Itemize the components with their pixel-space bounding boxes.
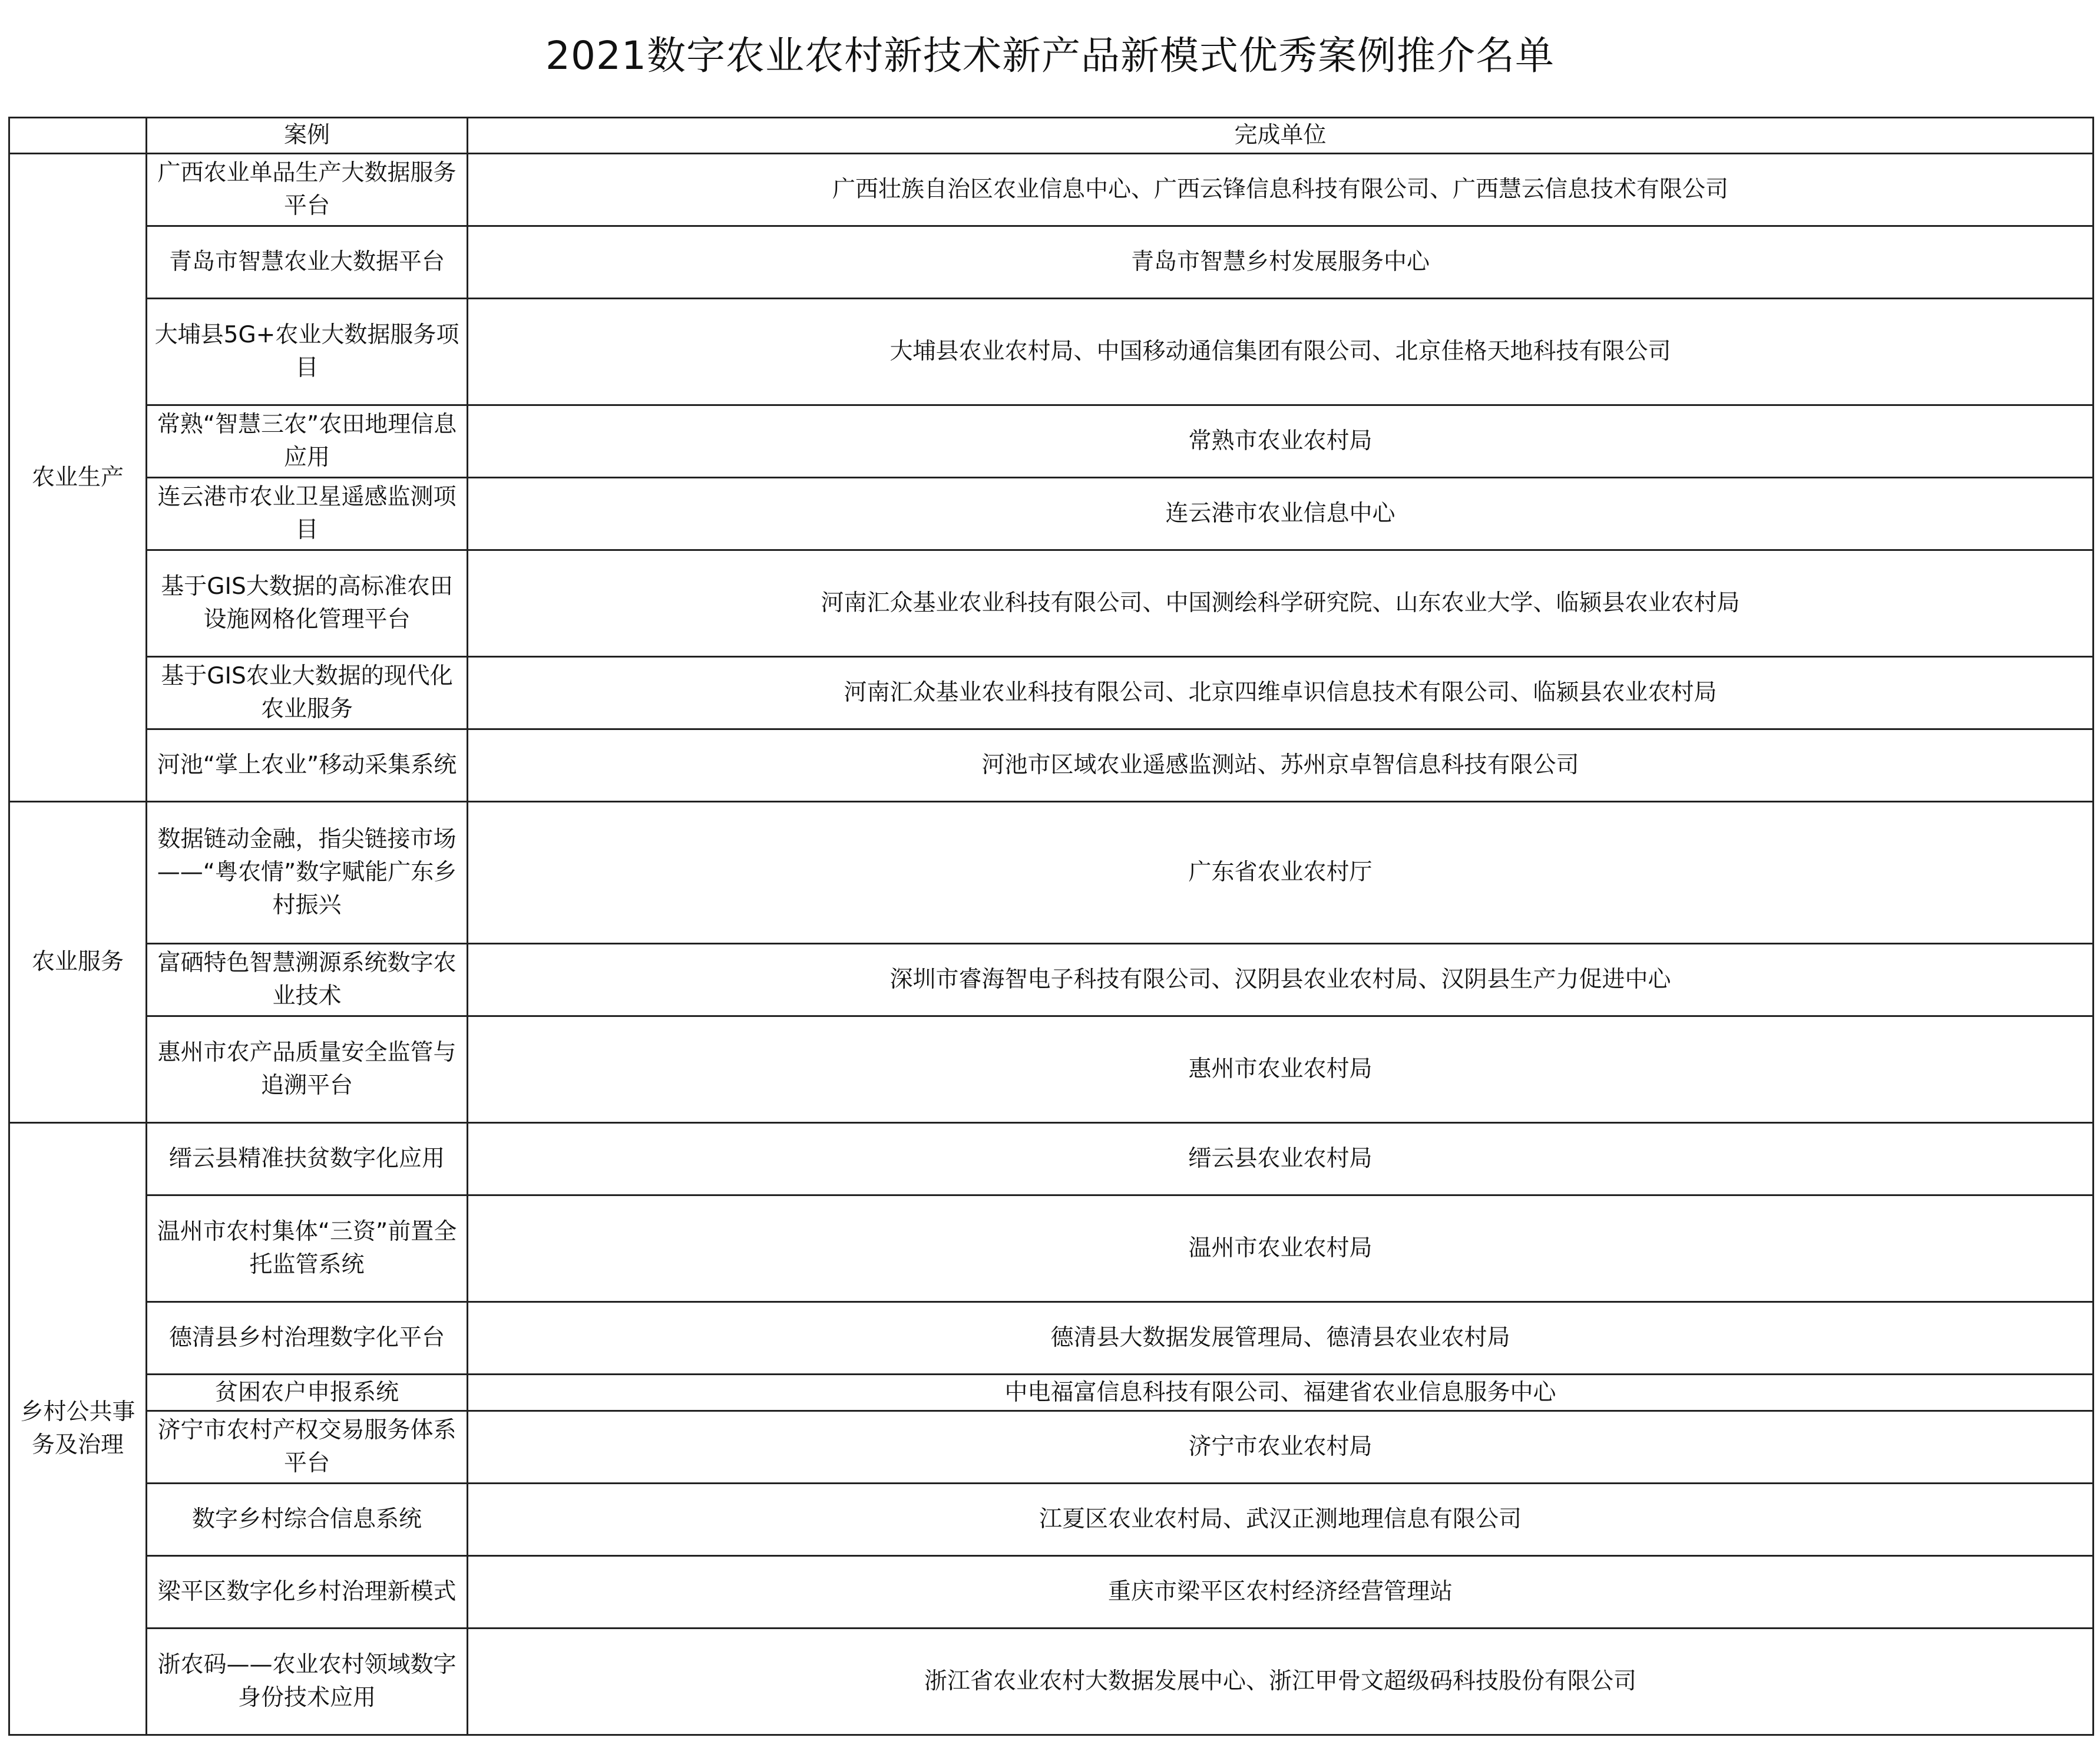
case-cell: 广西农业单品生产大数据服务平台 [147,154,468,226]
case-cell: 温州市农村集体“三资”前置全托监管系统 [147,1195,468,1302]
table-row [9,729,2094,802]
unit-cell: 缙云县农业农村局 [468,1123,2094,1195]
unit-cell: 重庆市梁平区农村经济经营管理站 [468,1556,2094,1629]
case-cell: 河池“掌上农业”移动采集系统 [147,729,468,802]
category-cell: 乡村公共事务及治理 [9,1123,147,1735]
unit-cell: 深圳市睿海智电子科技有限公司、汉阴县农业农村局、汉阴县生产力促进中心 [468,944,2094,1016]
case-cell: 大埔县5G+农业大数据服务项目 [147,299,468,405]
category-cell: 农业生产 [9,154,147,802]
header-category [9,118,147,154]
table-row [9,1123,2094,1195]
unit-cell: 广西壮族自治区农业信息中心、广西云锋信息科技有限公司、广西慧云信息技术有限公司 [468,154,2094,226]
case-cell: 缙云县精准扶贫数字化应用 [147,1123,468,1195]
table-row [9,154,2094,226]
case-cell: 基于GIS大数据的高标准农田设施网格化管理平台 [147,550,468,657]
case-table [8,117,2094,1736]
unit-cell: 常熟市农业农村局 [468,405,2094,478]
case-cell: 德清县乡村治理数字化平台 [147,1302,468,1375]
unit-cell: 青岛市智慧乡村发展服务中心 [468,226,2094,299]
unit-cell: 惠州市农业农村局 [468,1016,2094,1123]
unit-cell: 济宁市农业农村局 [468,1411,2094,1484]
unit-cell: 广东省农业农村厅 [468,802,2094,944]
unit-cell: 中电福富信息科技有限公司、福建省农业信息服务中心 [468,1375,2094,1411]
header-unit: 完成单位 [468,118,2094,154]
table-row [9,550,2094,657]
table-row [9,944,2094,1016]
unit-cell: 连云港市农业信息中心 [468,478,2094,550]
unit-cell: 德清县大数据发展管理局、德清县农业农村局 [468,1302,2094,1375]
table-row [9,1484,2094,1556]
category-cell: 农业服务 [9,802,147,1123]
case-cell: 济宁市农村产权交易服务体系平台 [147,1411,468,1484]
case-cell: 惠州市农产品质量安全监管与追溯平台 [147,1016,468,1123]
table-row [9,1629,2094,1735]
unit-cell: 河南汇众基业农业科技有限公司、中国测绘科学研究院、山东农业大学、临颍县农业农村局 [468,550,2094,657]
table-row [9,405,2094,478]
table-row [9,299,2094,405]
case-cell: 富硒特色智慧溯源系统数字农业技术 [147,944,468,1016]
table-row [9,1302,2094,1375]
table-row [9,478,2094,550]
case-cell: 青岛市智慧农业大数据平台 [147,226,468,299]
unit-cell: 温州市农业农村局 [468,1195,2094,1302]
unit-cell: 浙江省农业农村大数据发展中心、浙江甲骨文超级码科技股份有限公司 [468,1629,2094,1735]
unit-cell: 河南汇众基业农业科技有限公司、北京四维卓识信息技术有限公司、临颍县农业农村局 [468,657,2094,729]
unit-cell: 河池市区域农业遥感监测站、苏州京卓智信息科技有限公司 [468,729,2094,802]
unit-cell: 大埔县农业农村局、中国移动通信集团有限公司、北京佳格天地科技有限公司 [468,299,2094,405]
table-row [9,226,2094,299]
table-row [9,1375,2094,1411]
case-cell: 数据链动金融，指尖链接市场——“粤农情”数字赋能广东乡村振兴 [147,802,468,944]
header-case: 案例 [147,118,468,154]
unit-cell: 江夏区农业农村局、武汉正测地理信息有限公司 [468,1484,2094,1556]
table-row [9,657,2094,729]
case-cell: 贫困农户申报系统 [147,1375,468,1411]
case-cell: 基于GIS农业大数据的现代化农业服务 [147,657,468,729]
case-cell: 数字乡村综合信息系统 [147,1484,468,1556]
case-cell: 梁平区数字化乡村治理新模式 [147,1556,468,1629]
table-row [9,1016,2094,1123]
case-cell: 浙农码——农业农村领域数字身份技术应用 [147,1629,468,1735]
case-cell: 连云港市农业卫星遥感监测项目 [147,478,468,550]
table-row [9,1411,2094,1484]
table-row [9,1556,2094,1629]
table-row [9,802,2094,944]
case-cell: 常熟“智慧三农”农田地理信息应用 [147,405,468,478]
table-header-row [9,118,2094,154]
table-row [9,1195,2094,1302]
page-title: 2021数字农业农村新技术新产品新模式优秀案例推介名单 [545,33,1555,78]
